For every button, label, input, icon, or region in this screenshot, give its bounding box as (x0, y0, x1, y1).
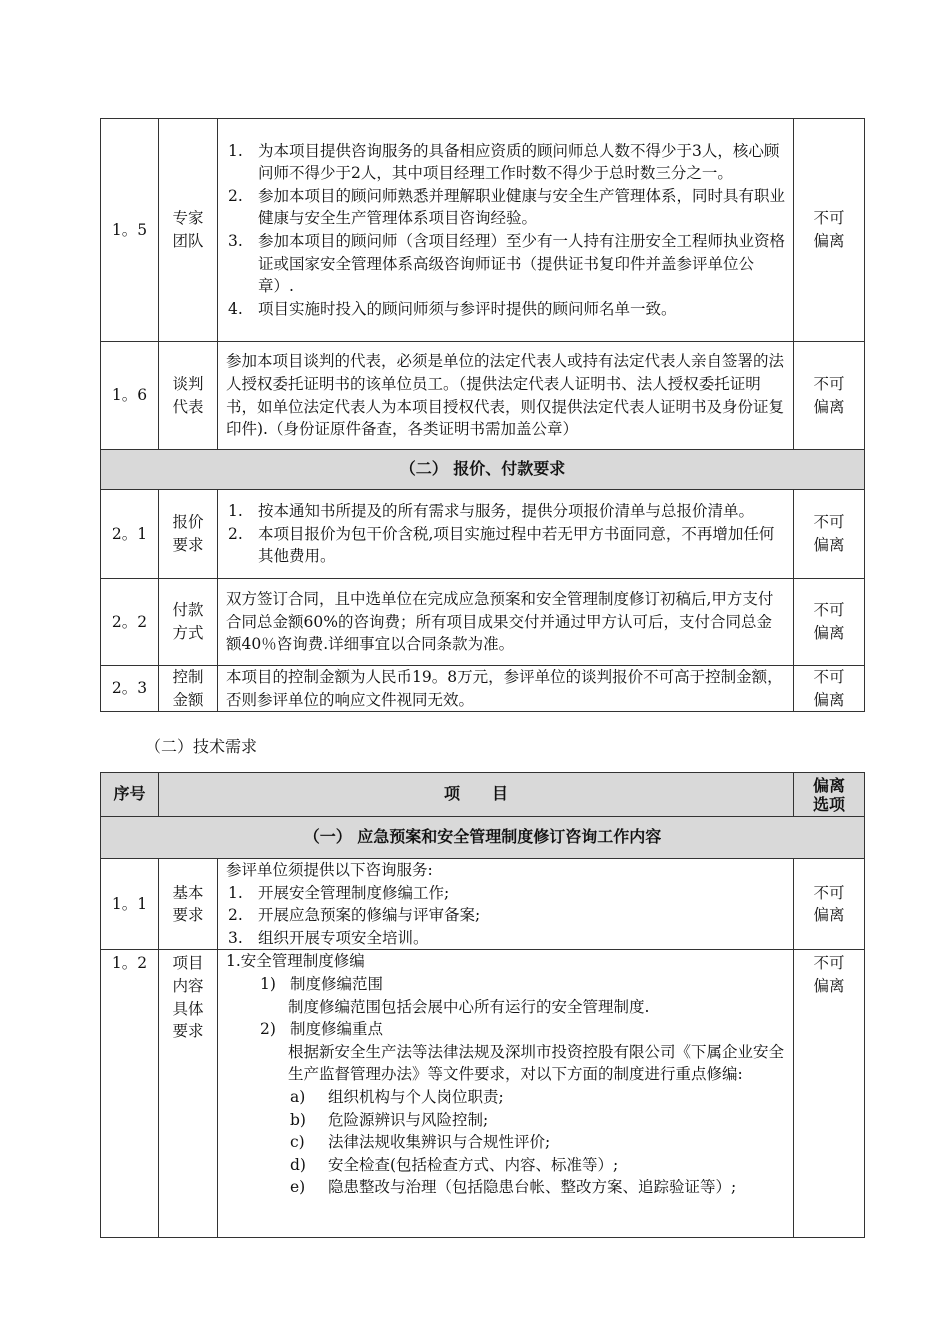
list-item (288, 1176, 787, 1199)
list-text: 开展安全管理制度修编工作; (258, 883, 450, 902)
list-item (226, 500, 787, 523)
row-name-text: 专家 团队 (172, 209, 204, 250)
list-text: 隐患整改与治理（包括隐患台帐、整改方案、追踪验证等）; (328, 1178, 737, 1197)
row-number: 2。3 (101, 666, 159, 712)
list-item (288, 1109, 787, 1132)
paragraph: 制度修编范围包括会展中心所有运行的安全管理制度. (288, 997, 650, 1016)
row-number: 1。1 (101, 859, 159, 950)
list-item (226, 882, 787, 905)
table-row (101, 950, 865, 1238)
list-number: 2. (228, 524, 243, 543)
list-text: 按本通知书所提及的所有需求与服务，提供分项报价清单与总报价清单。 (258, 502, 755, 521)
list-text: 安全检查(包括检查方式、内容、标准等）; (328, 1155, 619, 1174)
deviation-text: 不可 偏离 (813, 513, 845, 554)
list-letter: b) (290, 1110, 306, 1129)
list-text: 参加本项目的顾问师熟悉并理解职业健康与安全生产管理体系，同时具有职业健康与安全生产管理体系项目咨询经验。 (258, 186, 786, 228)
section-heading: （二）技术需求 (145, 737, 258, 756)
table-row (101, 666, 865, 712)
list-item (226, 140, 787, 185)
numbered-list (226, 882, 787, 950)
row-content (218, 950, 794, 1238)
list-text: 项目实施时投入的顾问师须与参评时提供的顾问师名单一致。 (258, 299, 677, 318)
deviation-cell (794, 950, 865, 1238)
list-item (288, 1131, 787, 1154)
table-row (101, 342, 865, 450)
row-number: 1。5 (101, 119, 159, 342)
row-number: 1。6 (101, 342, 159, 450)
header-no: 序号 (101, 773, 159, 817)
table-row (101, 119, 865, 342)
section-row (101, 817, 865, 859)
deviation-text: 不可 偏离 (813, 601, 845, 642)
list-number: 2. (228, 186, 243, 205)
list-text: 为本项目提供咨询服务的具备相应资质的顾问师总人数不得少于3人，核心顾问师不得少于2人，其中项目经理工作时数不得少于总时数三分之一。 (258, 141, 780, 183)
intro-text: 参评单位须提供以下咨询服务: (226, 861, 433, 879)
section-row (101, 450, 865, 490)
list-number: 3. (228, 928, 243, 947)
list-item (226, 230, 787, 298)
row-number: 1。2 (101, 950, 159, 1238)
row-name (159, 859, 218, 950)
row-name-text: 控制 金额 (172, 668, 204, 709)
list-letter: c) (290, 1133, 305, 1152)
deviation-cell (794, 666, 865, 712)
table-row (101, 579, 865, 666)
list-item (226, 185, 787, 230)
sub-section (226, 1018, 787, 1041)
row-name-text: 谈判 代表 (172, 374, 204, 416)
table-row (101, 859, 865, 950)
list-text: 参加本项目的顾问师（含项目经理）至少有一人持有注册安全工程师执业资格证或国家安全管理体系高级咨询师证书（提供证书复印件并盖参评单位公章）. (258, 232, 786, 296)
row-content (218, 490, 794, 579)
list-item (288, 1154, 787, 1177)
header-deviation (794, 773, 865, 817)
deviation-cell (794, 859, 865, 950)
content-heading: 1.安全管理制度修编 (226, 952, 365, 971)
list-item (226, 904, 787, 927)
list-text: 开展应急预案的修编与评审备案; (258, 906, 481, 925)
sub-section (226, 973, 787, 996)
numbered-list (226, 500, 787, 568)
deviation-cell (794, 119, 865, 342)
row-content: 双方签订合同，且中选单位在完成应急预案和安全管理制度修订初稿后,甲方支付合同总金额60%的咨询费；所有项目成果交付并通过甲方认可后，支付合同总金额40％咨询费.详细事宜以合同条款为准。 (218, 579, 794, 666)
header-deviation-text: 偏离 选项 (812, 775, 845, 814)
deviation-cell (794, 579, 865, 666)
row-name (159, 666, 218, 712)
header-row (101, 773, 865, 817)
list-text: 本项目报价为包干价含税,项目实施过程中若无甲方书面同意，不再增加任何其他费用。 (258, 524, 775, 566)
deviation-text: 不可 偏离 (813, 954, 845, 995)
technical-requirements-table (100, 772, 865, 1238)
deviation-text: 不可 偏离 (813, 209, 845, 250)
requirements-table (100, 118, 865, 712)
row-name (159, 579, 218, 666)
list-number: 1) (260, 974, 276, 993)
row-number: 2。2 (101, 579, 159, 666)
paragraph: 根据新安全生产法等法律法规及深圳市投资控股有限公司《下属企业安全生产监督管理办法》等文件要求，对以下方面的制度进行重点修编: (288, 1042, 785, 1084)
list-item (226, 298, 787, 321)
row-content (218, 859, 794, 950)
list-item (258, 1018, 787, 1041)
list-item (288, 1086, 787, 1109)
list-letter: d) (290, 1155, 306, 1174)
row-content (218, 119, 794, 342)
section-title: （一） 应急预案和安全管理制度修订咨询工作内容 (101, 817, 865, 859)
deviation-cell (794, 342, 865, 450)
list-text: 制度修编范围 (290, 974, 384, 993)
row-name-text: 项目 内容 具体 要求 (172, 954, 204, 1041)
list-number: 1. (228, 883, 243, 902)
table-row (101, 490, 865, 579)
row-name-text: 报价 要求 (172, 513, 204, 554)
list-letter: e) (290, 1178, 306, 1197)
row-name (159, 342, 218, 450)
row-content: 参加本项目谈判的代表，必须是单位的法定代表人或持有法定代表人亲自签署的法人授权委托证明书的该单位员工。（提供法定代表人证明书、法人授权委托证明书，如单位法定代表人为本项目授权代表，则仅提供法定代表人证明书及身份证复印件).（身份证原件备查，各类证明书需加盖公章） (218, 342, 794, 450)
row-name-text: 付款 方式 (172, 601, 204, 642)
list-letter: a) (290, 1087, 306, 1106)
list-item (226, 523, 787, 568)
list-number: 1. (228, 141, 243, 160)
row-name (159, 119, 218, 342)
row-name (159, 490, 218, 579)
list-text: 法律法规收集辨识与合规性评价; (328, 1133, 551, 1152)
row-name (159, 950, 218, 1238)
deviation-text: 不可 偏离 (813, 883, 845, 925)
list-item (258, 973, 787, 996)
list-number: 2) (260, 1020, 276, 1039)
section-title: （二） 报价、付款要求 (101, 450, 865, 490)
row-content: 本项目的控制金额为人民币19。8万元，参评单位的谈判报价不可高于控制金额，否则参评单位的响应文件视同无效。 (218, 666, 794, 712)
list-text: 组织开展专项安全培训。 (258, 928, 429, 947)
deviation-text: 不可 偏离 (813, 668, 845, 709)
header-item: 项 目 (159, 773, 794, 817)
deviation-cell (794, 490, 865, 579)
list-item (226, 927, 787, 950)
list-text: 制度修编重点 (290, 1020, 384, 1039)
list-text: 组织机构与个人岗位职责; (328, 1087, 504, 1106)
list-number: 1. (228, 502, 243, 521)
list-number: 3. (228, 232, 243, 250)
list-number: 2. (228, 906, 243, 925)
deviation-text: 不可 偏离 (813, 374, 845, 416)
row-number: 2。1 (101, 490, 159, 579)
row-name-text: 基本 要求 (172, 883, 204, 925)
list-text: 危险源辨识与风险控制; (328, 1110, 489, 1129)
list-number: 4. (228, 299, 243, 318)
lettered-list (226, 1086, 787, 1199)
numbered-list (226, 140, 787, 321)
